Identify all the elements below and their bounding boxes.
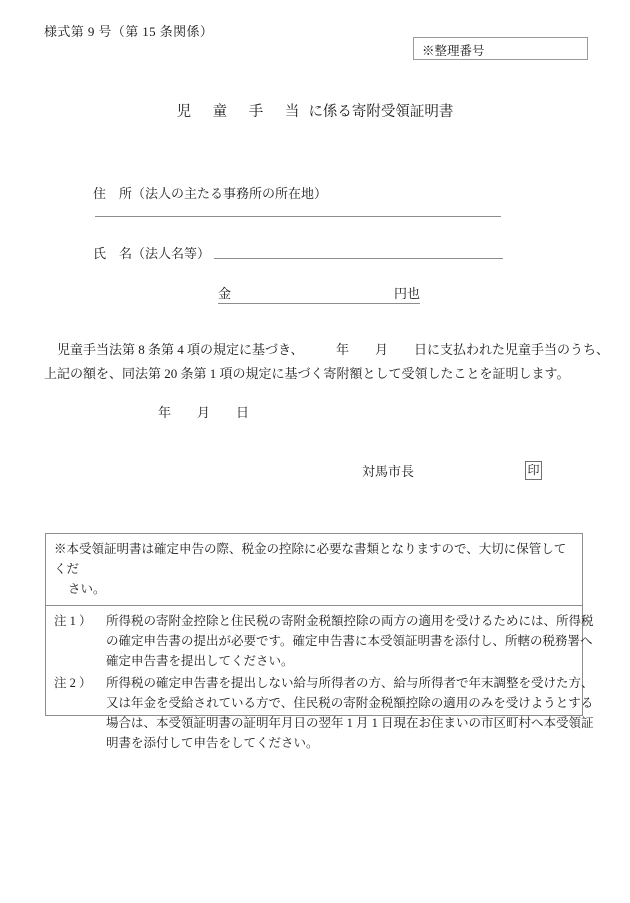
- note-line: 場合は、本受領証明書の証明年月日の翌年 1 月 1 日現在お住まいの市区町村へ本受領証: [106, 716, 594, 730]
- list-item: [54, 611, 594, 671]
- seal-stamp-icon[interactable]: 印: [525, 461, 542, 480]
- address-input-rule[interactable]: [95, 216, 501, 217]
- list-item: [54, 673, 594, 753]
- certification-body-line-1: 児童手当法第 8 条第 4 項の規定に基づき、 年 月 日に支払われた児童手当のうち、: [57, 342, 609, 357]
- issuer-row: [362, 461, 542, 480]
- note-line: 所得税の寄附金控除と住民税の寄附金税額控除の両方の適用を受けるためには、所得税: [106, 614, 594, 628]
- certification-body-line-2: 上記の額を、同法第 20 条第 1 項の規定に基づく寄附額として受領したことを証明します。: [44, 366, 570, 381]
- amount-row[interactable]: [218, 283, 420, 304]
- form-number: 様式第 9 号（第 15 条関係）: [44, 24, 214, 39]
- notes-header-line-1: ※本受領証明書は確定申告の際、税金の控除に必要な書類となりますので、大切に保管してくだ: [54, 542, 567, 576]
- note-line: の確定申告書の提出が必要です。確定申告書に本受領証明書を添付し、所轄の税務署へ: [106, 634, 593, 648]
- note-line: 又は年金を受給されている方で、住民税の寄附金税額控除の適用のみを受けようとする: [106, 696, 594, 710]
- note-line: 明書を添付して申告をしてください。: [106, 736, 319, 750]
- note-text: [106, 611, 594, 671]
- notes-list: [46, 606, 594, 759]
- notes-header-line-2: さい。: [68, 582, 106, 596]
- note-line: 所得税の確定申告書を提出しない給与所得者の方、給与所得者で年末調整を受けた方、: [106, 676, 594, 690]
- notes-box: [45, 533, 594, 750]
- amount-suffix-label: 円也: [393, 286, 420, 301]
- notes-header: [46, 534, 582, 606]
- address-label: 住 所（法人の主たる事務所の所在地）: [93, 186, 328, 201]
- name-row: [93, 243, 503, 262]
- note-marker: 注 2 ）: [54, 676, 92, 690]
- signature-date-month: 月: [197, 405, 211, 420]
- page-title-subject: 児 童 手 当: [176, 104, 309, 120]
- signature-date-day: 日: [236, 405, 250, 420]
- control-number-label: ※整理番号: [422, 44, 485, 58]
- note-line: 確定申告書を提出してください。: [106, 654, 294, 668]
- signature-date-year: 年: [158, 405, 172, 420]
- note-marker: 注 1 ）: [54, 614, 92, 628]
- signature-date[interactable]: [158, 402, 249, 421]
- page-title: [0, 100, 630, 121]
- control-number-box[interactable]: [413, 37, 588, 60]
- note-text: [106, 673, 594, 753]
- issuer-title: 対馬市長: [362, 464, 415, 479]
- name-input-rule[interactable]: [214, 258, 503, 259]
- page-title-rest: に係る寄附受領証明書: [308, 104, 454, 120]
- certification-body: [44, 338, 609, 386]
- amount-prefix-label: 金: [218, 286, 232, 301]
- name-label: 氏 名（法人名等）: [93, 246, 211, 261]
